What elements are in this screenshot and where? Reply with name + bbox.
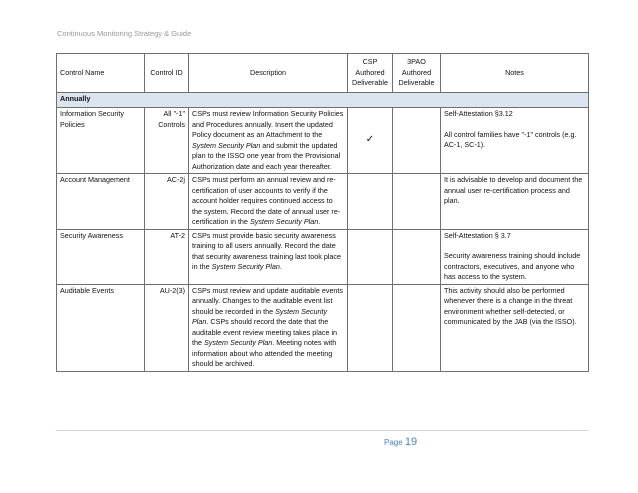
table-row <box>57 284 589 371</box>
col-header-notes: Notes <box>441 54 589 93</box>
description-cell <box>189 284 348 371</box>
notes-cell <box>441 284 589 371</box>
description-text: and submit the updated plan to the ISSO one year from the Provisional Authorization date and each year thereafter. <box>192 140 341 171</box>
description-text: . Meeting notes with information about who attended the meeting should be archived. <box>192 338 337 368</box>
notes-cell <box>441 174 589 230</box>
control-table <box>56 53 589 372</box>
col-header-description: Description <box>189 54 348 93</box>
description-italic: System Security Plan <box>249 217 319 226</box>
col-header-control-name: Control Name <box>57 54 145 93</box>
csp-deliverable-cell <box>348 174 393 230</box>
footer-divider <box>56 430 588 431</box>
page-number-value: 19 <box>404 436 418 448</box>
description-text: . <box>318 217 321 226</box>
notes-cell <box>441 108 589 174</box>
control-id-cell: All "-1" Controls <box>145 108 189 174</box>
description-text: CSPs must review Information Security Policies and Procedures annually. Insert the updated Policy document as an Attachment to the <box>192 109 344 139</box>
control-id-cell: AU-2(3) <box>145 284 189 371</box>
notes-cell <box>441 229 589 284</box>
description-text: . CSPs should record the date that the auditable event review meeting takes place in the <box>192 317 338 347</box>
control-name-cell: Account Management <box>57 174 145 230</box>
description-cell <box>189 174 348 230</box>
csp-deliverable-cell <box>348 284 393 371</box>
page-label-text: Page <box>384 438 403 447</box>
3pao-deliverable-cell <box>393 174 441 230</box>
page-number <box>384 436 417 448</box>
3pao-deliverable-cell <box>393 284 441 371</box>
note-text: Self-Attestation §3.12 <box>444 109 513 118</box>
control-name-cell: Information Security Policies <box>57 108 145 174</box>
3pao-deliverable-cell <box>393 108 441 174</box>
note-text: Self-Attestation § 3.7 <box>444 230 511 240</box>
control-name-cell: Security Awareness <box>57 229 145 284</box>
running-header: Continuous Monitoring Strategy & Guide <box>57 29 192 38</box>
description-italic: System Security Plan <box>192 140 261 150</box>
table-header-row <box>57 54 589 93</box>
note-text: It is advisable to develop and document the annual user re-certification process and plan. <box>444 175 583 205</box>
control-name-cell: Auditable Events <box>57 284 145 371</box>
table-row <box>57 108 589 174</box>
description-cell <box>189 108 348 174</box>
description-italic: System Security Plan <box>192 306 328 326</box>
section-row-annually <box>57 93 589 108</box>
3pao-deliverable-cell <box>393 229 441 284</box>
description-italic: System Security Plan <box>204 338 273 347</box>
note-text: Security awareness training should include contractors, executives, and anyone who has access to the system. <box>444 251 581 281</box>
description-cell <box>189 229 348 284</box>
description-text: CSPs must provide basic security awareness training to all users annually. Record the date that security awareness training last took place in the <box>192 230 342 271</box>
description-italic: System Security Plan <box>211 262 280 271</box>
description-text: CSPs must perform an annual review and re-certification of user accounts to verify if the account holder requires continued access to the system. Record the date of annual user re-certification in the <box>192 175 341 226</box>
table-row <box>57 174 589 230</box>
section-label: Annually <box>57 93 589 108</box>
note-text: All control families have "-1" controls (e.g. AC-1, SC-1). <box>444 129 577 149</box>
note-text: This activity should also be performed whenever there is a change in the threat environment whether self-detected, or communicated by the JAB (via the ISSO). <box>444 285 577 326</box>
csp-deliverable-check-icon: ✓ <box>348 108 393 174</box>
csp-deliverable-cell <box>348 229 393 284</box>
description-text: . <box>279 262 282 271</box>
col-header-csp-deliverable: CSP Authored Deliverable <box>348 54 393 93</box>
control-id-cell: AT-2 <box>145 229 189 284</box>
col-header-control-id: Control ID <box>145 54 189 93</box>
table-row <box>57 229 589 284</box>
control-id-cell: AC-2j <box>145 174 189 230</box>
col-header-3pao-deliverable: 3PAO Authored Deliverable <box>393 54 441 93</box>
description-text: CSPs must review and update auditable events annually. Changes to the auditable event list should be recorded in the <box>192 285 344 316</box>
